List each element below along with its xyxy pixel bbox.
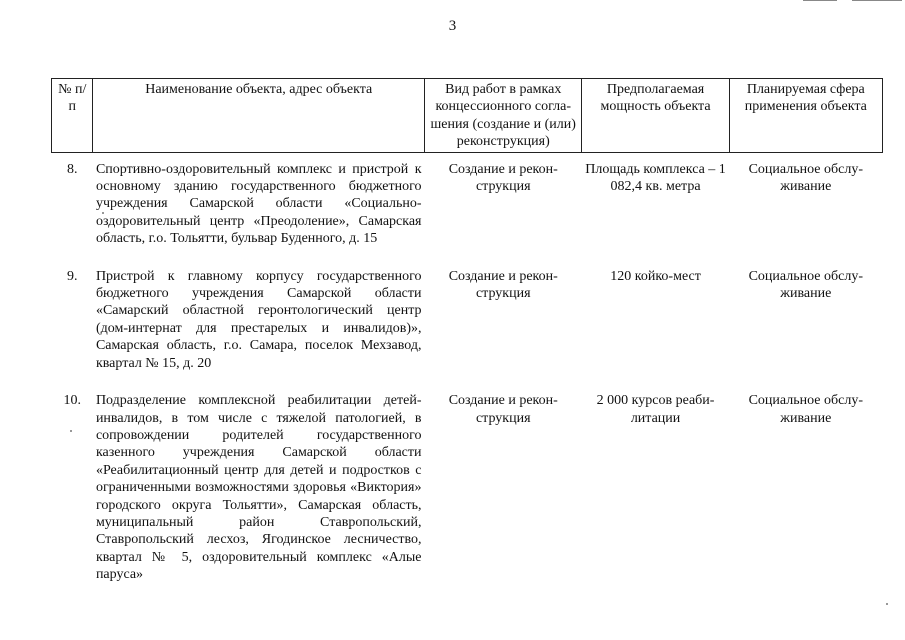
work-type: Создание и рекон-струкция	[448, 161, 558, 195]
page-number: 3	[448, 18, 457, 34]
application-sphere: Социальное обслу-живание	[748, 161, 863, 195]
work-type: Создание и рекон-струкция	[448, 393, 558, 426]
top-edge-mark	[803, 0, 837, 1]
object-capacity: 2 000 курсов реаби-литации	[596, 393, 715, 426]
table-row	[52, 392, 883, 603]
scan-speck	[102, 212, 104, 214]
application-sphere: Социальное обслу-живание	[748, 268, 863, 302]
header-work: Вид работ в рамках концессионного согла-шения (создание и (или) реконструкция)	[425, 79, 582, 153]
object-name-address: Пристрой к главному корпусу государственного бюджетного учреждения Самарской области «Самарский областной геронтологический центр (дом-интернат для престарелых и инвалидов)», Самарская область, г.о. Самара, поселок Мехзавод, квартал № 15, д. 20	[95, 268, 422, 371]
header-sphere: Планируемая сфера применения объекта	[729, 79, 882, 153]
object-name-address: Спортивно-оздоровительный комплекс и пристрой к основному зданию государственного бюджетного учреждения Самарской области «Социально-оздоровительный центр «Преодоление», Самарская область, г.о. Тольятти, бульвар Буденного, д. 15	[95, 161, 422, 247]
application-sphere: Социальное обслу-живание	[748, 393, 863, 426]
table-header-row	[52, 79, 883, 153]
object-capacity: Площадь комплекса – 1 082,4 кв. метра	[585, 161, 726, 195]
row-num: 10.	[63, 393, 81, 409]
scan-speck	[886, 603, 888, 605]
objects-table	[51, 78, 883, 604]
table-row	[52, 268, 883, 392]
object-name-address: Подразделение комплексной реабилитации детей-инвалидов, в том числе с тяжелой патологией, в сопровождении родителей государственного казенного учреждения Самарской области «Реабилитационный центр для детей и подростков с ограниченными возможностями здоровья «Виктория» городского округа Тольятти», Самарская область, муниципальный район Ставропольский, Ставропольский лесхоз, Ягодинское лесничество, квартал № 5, оздоровительный комплекс «Алые паруса»	[95, 393, 422, 583]
row-num: 9.	[66, 268, 78, 284]
header-num: № п/п	[52, 79, 93, 153]
header-name: Наименование объекта, адрес объекта	[93, 79, 425, 153]
top-edge-mark	[852, 0, 902, 1]
row-num: 8.	[66, 161, 78, 177]
table-row	[52, 161, 883, 268]
work-type: Создание и рекон-струкция	[448, 268, 558, 302]
object-capacity: 120 койко-мест	[610, 268, 701, 284]
header-capacity: Предполагаемая мощность объекта	[582, 79, 729, 153]
scan-speck	[70, 430, 72, 432]
